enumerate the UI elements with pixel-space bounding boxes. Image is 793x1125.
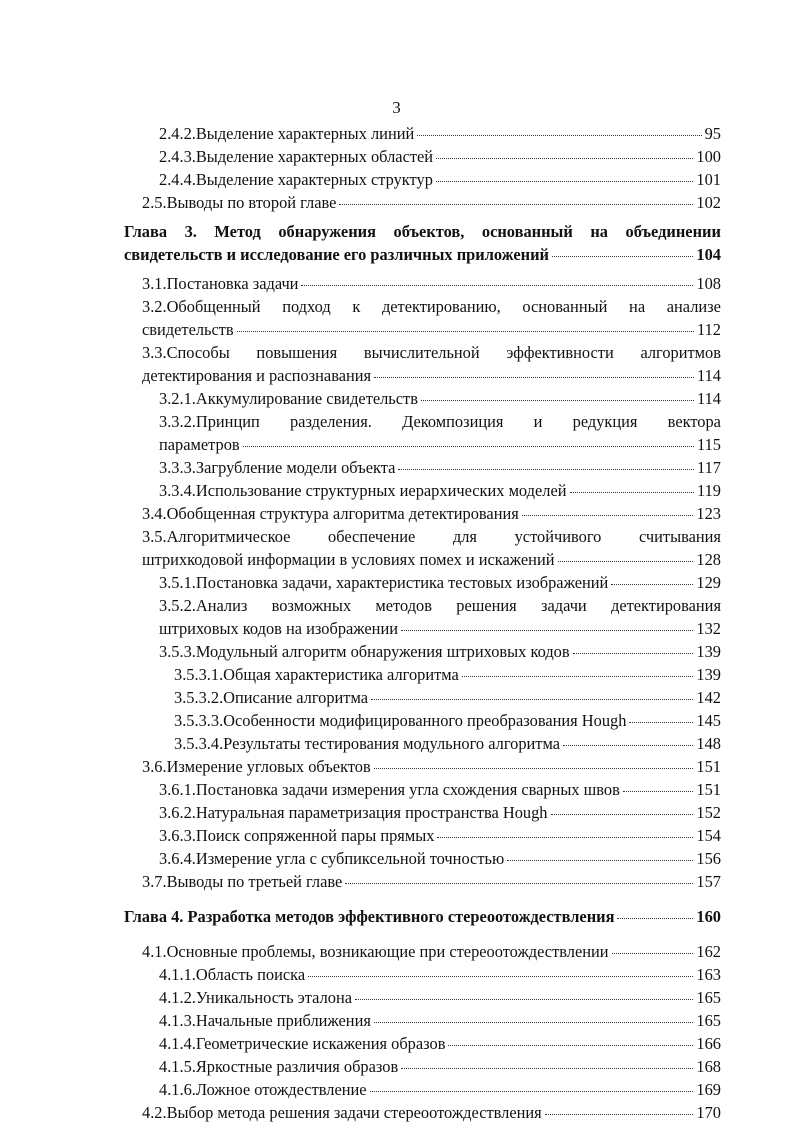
page-number: 3 — [392, 98, 401, 117]
dot-leader — [552, 256, 693, 257]
toc-page-number: 168 — [696, 1057, 721, 1076]
toc-entry-title: 4.1.6.Ложное отождествление — [159, 1080, 367, 1099]
toc-page-number: 166 — [696, 1034, 721, 1053]
toc-entry-title-line1 — [159, 595, 721, 617]
toc-entry — [0, 388, 793, 411]
toc-page-number: 165 — [696, 1011, 721, 1030]
toc-word: Метод — [214, 222, 261, 241]
toc-entry-title: 2.4.3.Выделение характерных областей — [159, 147, 434, 166]
toc-entry-title: 3.2.1.Аккумулирование свидетельств — [159, 389, 418, 408]
toc-entry-title: 2.4.4.Выделение характерных структур — [159, 170, 433, 189]
toc-entry-title-line2: штриховых кодов на изображении — [159, 619, 398, 638]
toc-entry-title: 2.4.2.Выделение характерных линий — [159, 124, 415, 143]
toc-entry — [0, 802, 793, 825]
dot-leader — [629, 722, 693, 723]
toc-entry-title: 3.3.4.Использование структурных иерархических моделей — [159, 481, 567, 500]
toc-word: повышения — [256, 343, 338, 362]
toc-word: редукция — [572, 412, 638, 431]
toc-entry — [0, 503, 793, 526]
dot-leader — [398, 469, 694, 470]
dot-leader — [448, 1045, 693, 1046]
toc-word: для — [452, 527, 477, 546]
toc-word: считывания — [638, 527, 721, 546]
dot-leader — [243, 446, 694, 447]
dot-leader — [237, 331, 694, 332]
dot-leader — [612, 953, 694, 954]
toc-entry — [0, 779, 793, 802]
toc-entry — [0, 342, 793, 388]
toc-word: обнаружения — [278, 222, 376, 241]
toc-entry-title: 3.5.1.Постановка задачи, характеристика тестовых изображений — [159, 573, 609, 592]
toc-page-number: 100 — [696, 147, 721, 166]
toc-page-number: 114 — [697, 389, 721, 408]
toc-page-number: 156 — [696, 849, 721, 868]
toc-entry — [0, 123, 793, 146]
toc-page-number: 148 — [696, 734, 721, 753]
toc-word: объектов, — [393, 222, 465, 241]
toc-page-number: 170 — [696, 1103, 721, 1122]
dot-leader — [551, 814, 694, 815]
toc-page-number: 145 — [696, 711, 721, 730]
toc-entry-title: 4.1.5.Яркостные различия образов — [159, 1057, 399, 1076]
toc-word: 3. — [184, 222, 197, 241]
toc-page-number: 152 — [696, 803, 721, 822]
dot-leader — [436, 181, 694, 182]
toc-page-number: 114 — [697, 366, 721, 385]
toc-word: вектора — [667, 412, 721, 431]
dot-leader — [436, 158, 693, 159]
dot-leader — [374, 377, 694, 378]
toc-word: решения — [456, 596, 517, 615]
toc-page-number: 102 — [696, 193, 721, 212]
toc-word: и — [533, 412, 543, 431]
toc-entry-title-line2: штрихкодовой информации в условиях помех и искажений — [142, 550, 555, 569]
toc-entry-title: 3.1.Постановка задачи — [142, 274, 299, 293]
toc-entry — [0, 457, 793, 480]
toc-entry — [0, 848, 793, 871]
toc-word: Декомпозиция — [402, 412, 504, 431]
toc-page-number: 142 — [696, 688, 721, 707]
toc-entry-title: Глава 4. Разработка методов эффективного стереоотождествления — [124, 907, 615, 926]
toc-entry-title: 3.5.3.Модульный алгоритм обнаружения штриховых кодов — [159, 642, 570, 661]
dot-leader — [558, 561, 694, 562]
toc-word: 3.5.2.Анализ — [159, 596, 248, 615]
toc-entry-title: 4.1.4.Геометрические искажения образов — [159, 1034, 446, 1053]
toc-page-number: 151 — [696, 757, 721, 776]
dot-leader — [355, 999, 693, 1000]
toc-entry — [0, 964, 793, 987]
toc-entry — [0, 710, 793, 733]
toc-word: методов — [375, 596, 432, 615]
toc-page-number: 101 — [696, 170, 721, 189]
dot-leader — [617, 918, 693, 919]
toc-page-number: 129 — [696, 573, 721, 592]
toc-word: эффективности — [506, 343, 614, 362]
toc-entry-title: 3.5.3.1.Общая характеристика алгоритма — [174, 665, 459, 684]
toc-entry — [0, 687, 793, 710]
toc-entry-title: 4.1.Основные проблемы, возникающие при стереоотождествлении — [142, 942, 609, 961]
toc-entry — [0, 1010, 793, 1033]
dot-leader — [401, 1068, 693, 1069]
toc-page-number: 162 — [696, 942, 721, 961]
toc-page-number: 95 — [704, 124, 721, 143]
toc-page-number: 123 — [696, 504, 721, 523]
dot-leader — [308, 976, 693, 977]
toc-word: устойчивого — [514, 527, 602, 546]
dot-leader — [462, 676, 694, 677]
toc-page-number: 157 — [696, 872, 721, 891]
toc-entry-title: 3.6.3.Поиск сопряженной пары прямых — [159, 826, 435, 845]
dot-leader — [522, 515, 694, 516]
toc-chapter-heading — [0, 906, 793, 929]
dot-leader — [570, 492, 695, 493]
toc-page-number: 169 — [696, 1080, 721, 1099]
toc-entry-title: 3.5.3.2.Описание алгоритма — [174, 688, 368, 707]
toc-page-number: 108 — [696, 274, 721, 293]
toc-entry — [0, 273, 793, 296]
dot-leader — [437, 837, 693, 838]
toc-entry — [0, 480, 793, 503]
toc-page-number: 163 — [696, 965, 721, 984]
dot-leader — [417, 135, 701, 136]
dot-leader — [374, 1022, 694, 1023]
toc-entry — [0, 987, 793, 1010]
dot-leader — [563, 745, 693, 746]
toc-page-number: 104 — [696, 245, 721, 264]
dot-leader — [301, 285, 693, 286]
toc-entry-title: 4.2.Выбор метода решения задачи стереоотождествления — [142, 1103, 542, 1122]
dot-leader — [339, 204, 693, 205]
toc-entry-title-line2: свидетельств — [142, 320, 234, 339]
toc-entry — [0, 825, 793, 848]
toc-page-number: 128 — [696, 550, 721, 569]
toc-entry-title-line2: параметров — [159, 435, 240, 454]
toc-entry-title-line1 — [159, 411, 721, 433]
dot-leader — [370, 1091, 694, 1092]
toc-entry — [0, 871, 793, 894]
toc-entry-title: 3.6.4.Измерение угла с субпиксельной точностью — [159, 849, 505, 868]
toc-word: 3.5.Алгоритмическое — [142, 527, 291, 546]
toc-entry-title: 3.4.Обобщенная структура алгоритма детектирования — [142, 504, 519, 523]
toc-word: вычислительной — [363, 343, 480, 362]
toc-entry — [0, 941, 793, 964]
dot-leader — [507, 860, 693, 861]
toc-word: 3.2.Обобщенный — [142, 297, 261, 316]
toc-entry-title: 3.6.Измерение угловых объектов — [142, 757, 371, 776]
toc-entry — [0, 169, 793, 192]
toc-entry-title-line1 — [142, 342, 721, 364]
toc-entry — [0, 192, 793, 215]
toc-entry-title: 4.1.3.Начальные приближения — [159, 1011, 371, 1030]
table-of-contents — [0, 123, 793, 1125]
toc-entry-title: 4.1.1.Область поиска — [159, 965, 306, 984]
toc-page-number: 160 — [696, 907, 721, 926]
dot-leader — [623, 791, 694, 792]
toc-page-number: 139 — [696, 665, 721, 684]
toc-word: к — [352, 297, 361, 316]
toc-word: детектированию, — [381, 297, 501, 316]
toc-word: объединении — [625, 222, 721, 241]
toc-word: основанный — [481, 222, 573, 241]
toc-entry — [0, 296, 793, 342]
toc-entry-title: 3.7.Выводы по третьей главе — [142, 872, 343, 891]
dot-leader — [573, 653, 694, 654]
toc-entry — [0, 526, 793, 572]
toc-word: возможных — [271, 596, 352, 615]
toc-word: обеспечение — [328, 527, 416, 546]
dot-leader — [545, 1114, 694, 1115]
toc-page-number: 117 — [697, 458, 721, 477]
toc-entry — [0, 1033, 793, 1056]
toc-word: 3.3.2.Принцип — [159, 412, 260, 431]
toc-entry-title: 2.5.Выводы по второй главе — [142, 193, 337, 212]
toc-entry-title-line2: детектирования и распознавания — [142, 366, 372, 385]
dot-leader — [374, 768, 694, 769]
toc-word: анализе — [666, 297, 721, 316]
toc-entry — [0, 411, 793, 457]
toc-entry — [0, 572, 793, 595]
toc-page-number: 139 — [696, 642, 721, 661]
toc-entry — [0, 641, 793, 664]
toc-page-number: 115 — [697, 435, 721, 454]
toc-entry-title: 3.6.1.Постановка задачи измерения угла схождения сварных швов — [159, 780, 620, 799]
toc-word: на — [629, 297, 646, 316]
toc-chapter-heading — [0, 221, 793, 267]
toc-entry-title: 4.1.2.Уникальность эталона — [159, 988, 352, 1007]
toc-entry — [0, 664, 793, 687]
toc-entry — [0, 146, 793, 169]
toc-word: на — [590, 222, 608, 241]
dot-leader — [371, 699, 693, 700]
toc-entry-title: 3.5.3.4.Результаты тестирования модульного алгоритма — [174, 734, 561, 753]
dot-leader — [611, 584, 693, 585]
toc-page-number: 151 — [696, 780, 721, 799]
toc-entry-title: 3.6.2.Натуральная параметризация пространства Hough — [159, 803, 548, 822]
toc-word: подход — [282, 297, 331, 316]
toc-entry-title-line1 — [142, 526, 721, 548]
dot-leader — [401, 630, 693, 631]
toc-word: основанный — [522, 297, 608, 316]
toc-word: 3.3.Способы — [142, 343, 230, 362]
toc-entry-title-line1 — [124, 221, 721, 243]
toc-word: алгоритмов — [640, 343, 721, 362]
toc-page-number: 119 — [697, 481, 721, 500]
toc-page-number: 132 — [696, 619, 721, 638]
toc-entry — [0, 1056, 793, 1079]
dot-leader — [421, 400, 694, 401]
dot-leader — [345, 883, 693, 884]
toc-word: детектирования — [610, 596, 721, 615]
toc-entry — [0, 756, 793, 779]
toc-entry-title: 3.3.3.Загрубление модели объекта — [159, 458, 396, 477]
toc-page-number: 154 — [696, 826, 721, 845]
toc-word: задачи — [540, 596, 587, 615]
toc-entry — [0, 1079, 793, 1102]
toc-entry-title: 3.5.3.3.Особенности модифицированного преобразования Hough — [174, 711, 627, 730]
toc-page-number: 112 — [697, 320, 721, 339]
toc-word: Глава — [124, 222, 168, 241]
toc-word: разделения. — [289, 412, 372, 431]
toc-entry-title-line1 — [142, 296, 721, 318]
toc-entry — [0, 595, 793, 641]
toc-page-number: 165 — [696, 988, 721, 1007]
toc-entry — [0, 733, 793, 756]
toc-entry-title-line2: свидетельств и исследование его различных приложений — [124, 245, 549, 264]
